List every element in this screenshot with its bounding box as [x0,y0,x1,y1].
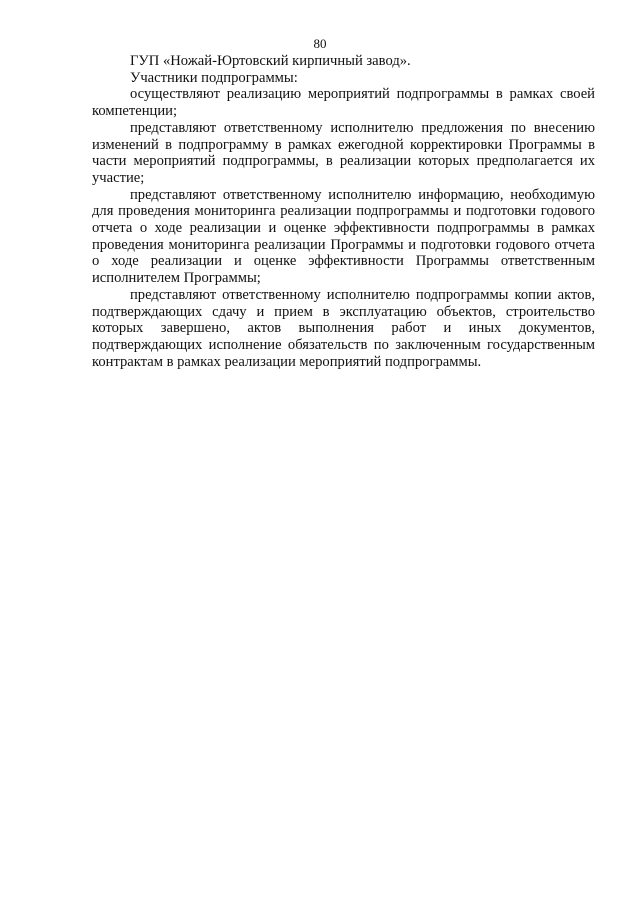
page-number: 80 [313,36,327,51]
document-body [92,53,595,370]
paragraph-proposals: представляют ответственному исполнителю предложения по внесению изменений в подпрограмму в рамках ежегодной корректировки Программы в части мероприятий подпрограммы, в реализации которых предполагается их участие; [92,119,595,186]
paragraph-monitoring-info: представляют ответственному исполнителю информацию, необходимую для проведения мониторинга реализации подпрограммы и подготовки годового отчета о ходе реализации и оценке эффективности подпрограммы в рамках проведения мониторинга реализации Программы и подготовки годового отчета о ходе реализации и оценке эффективности Программы ответственным исполнителем Программы; [92,186,595,287]
paragraph-implementation: осуществляют реализацию мероприятий подпрограммы в рамках своей компетенции; [92,86,595,120]
paragraph-participants-heading: Участники подпрограммы: [130,69,298,86]
paragraph-organization: ГУП «Ножай-Юртовский кирпичный завод». [130,53,411,69]
paragraph-acts-copies: представляют ответственному исполнителю подпрограммы копии актов, подтверждающих сдачу и прием в эксплуатацию объектов, строительство которых завершено, актов выполнения работ и иных документов, подтверждающих исполнение обязательств по заключенным государственным контрактам в рамках реализации мероприятий подпрограммы. [92,286,595,370]
